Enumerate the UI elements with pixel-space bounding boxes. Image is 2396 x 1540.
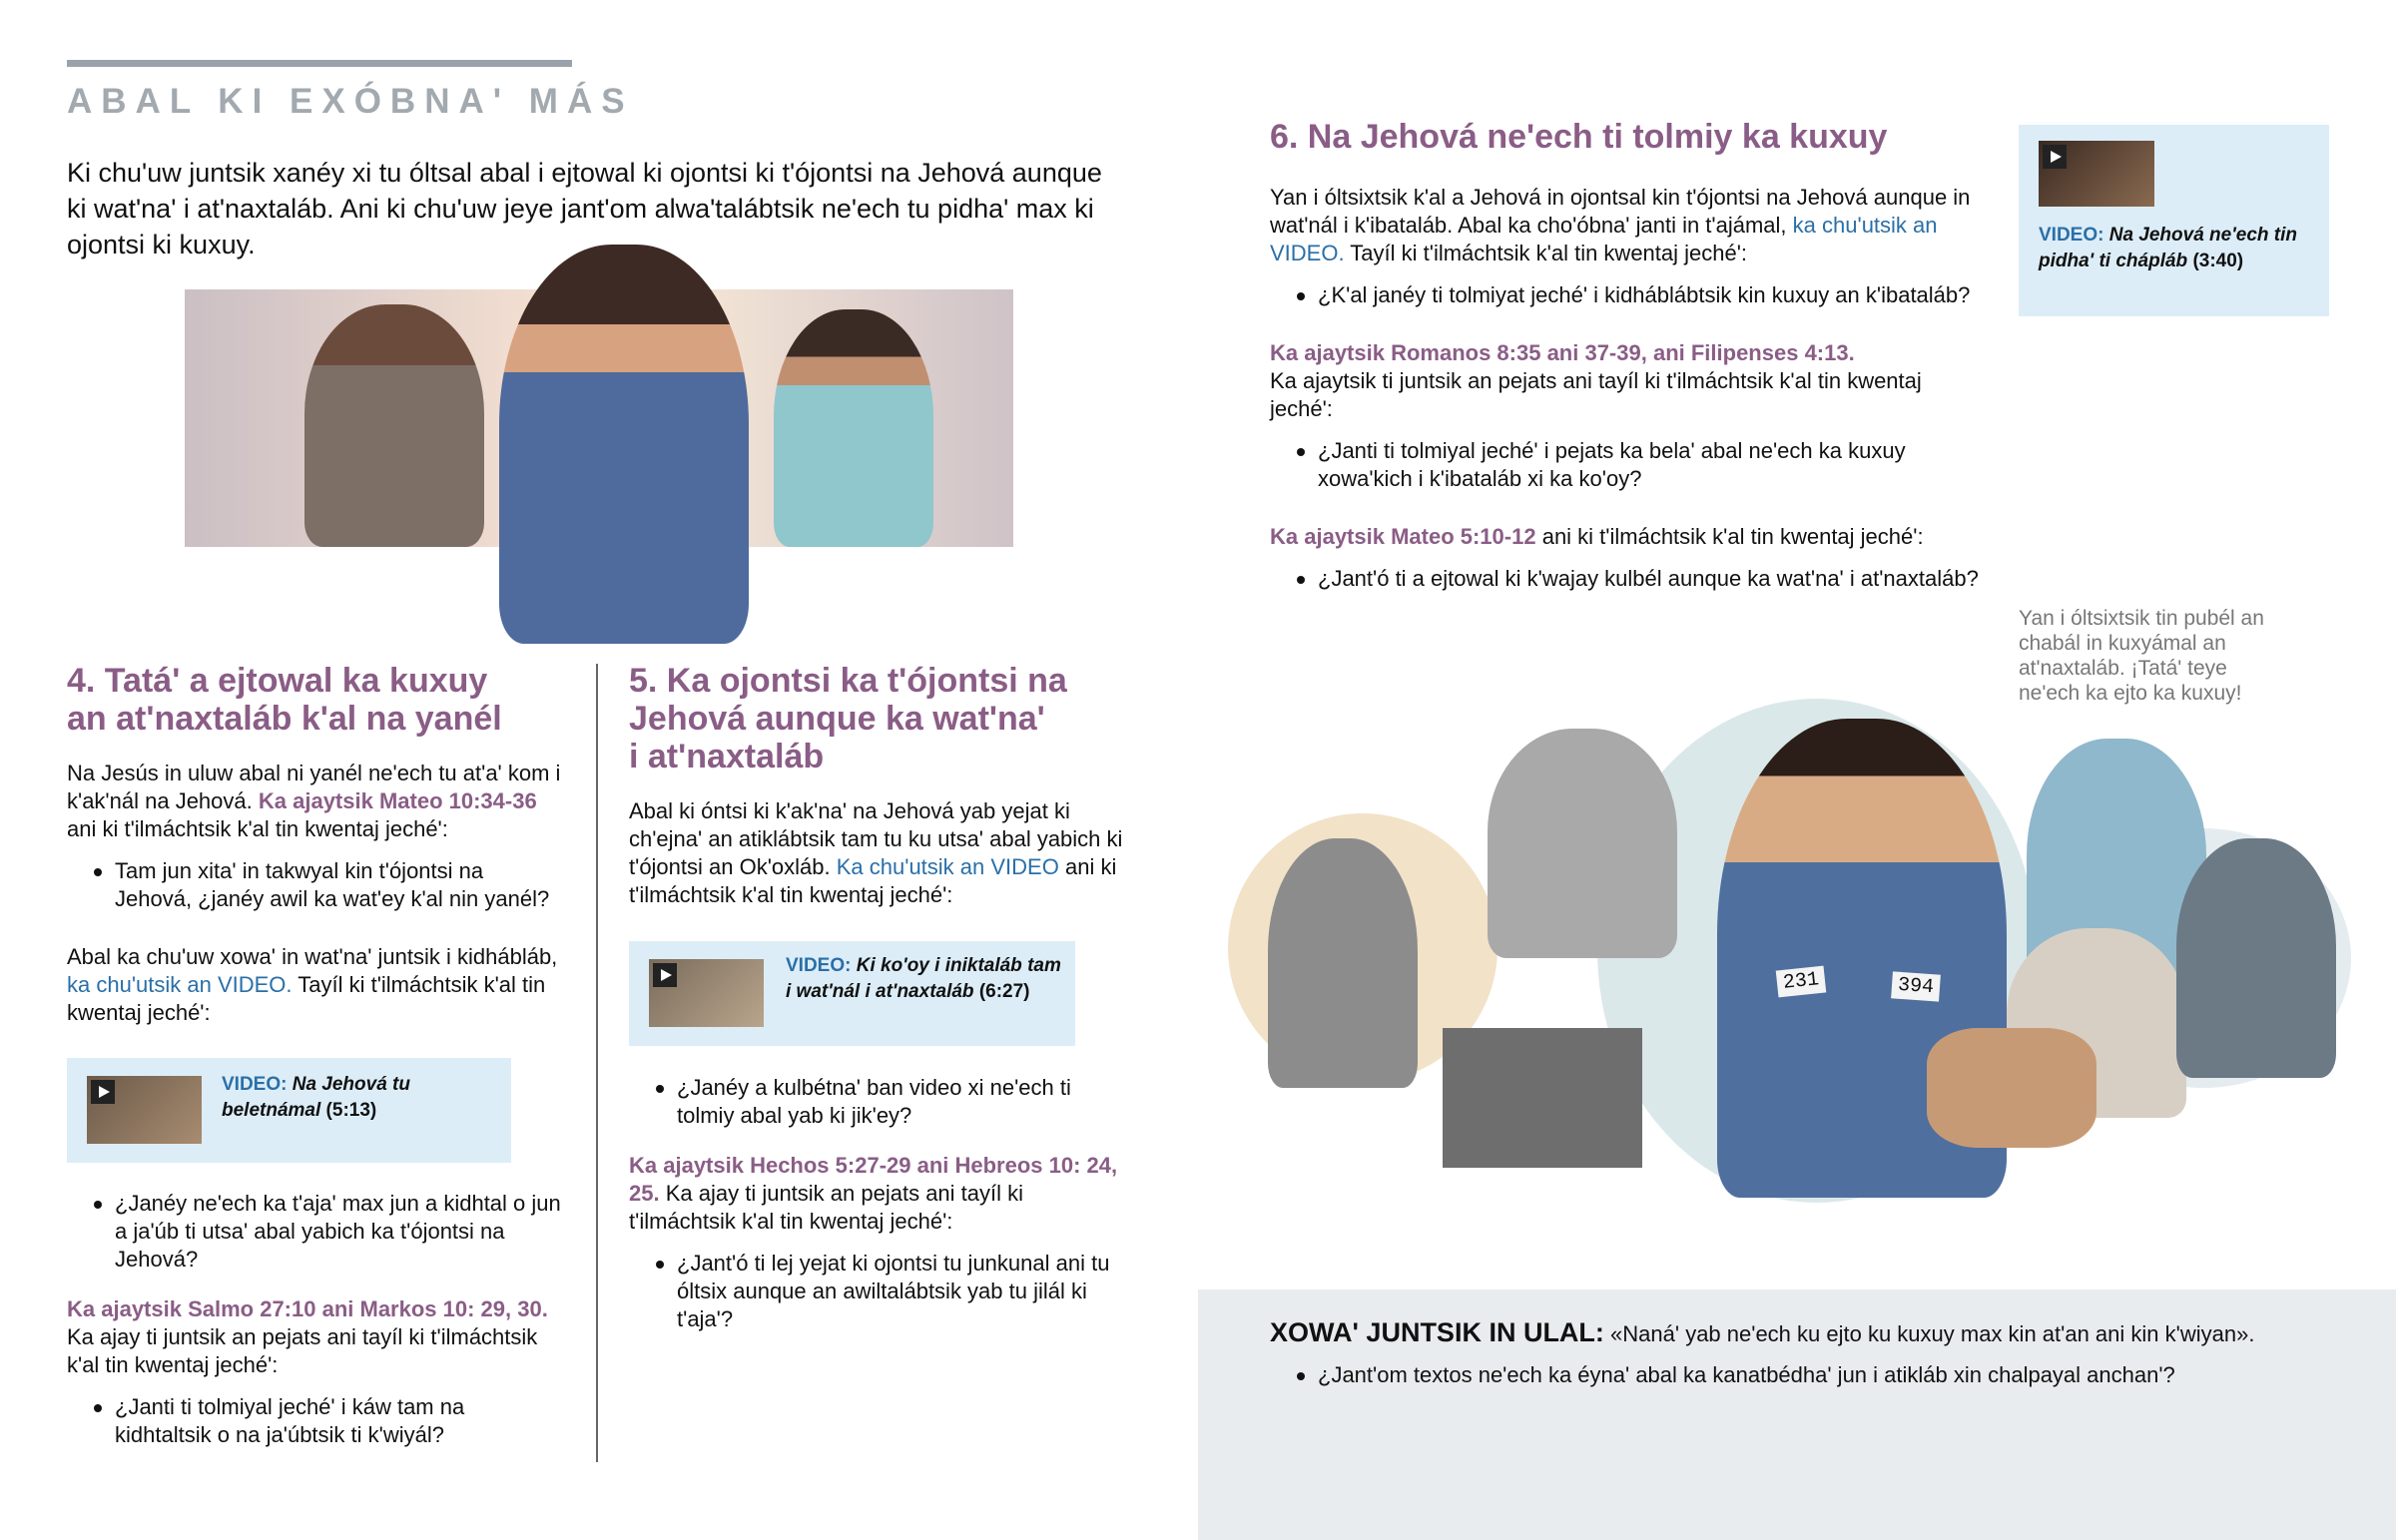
scripture-ref-link[interactable]: Ka ajaytsik Salmo 27:10 ani Markos 10: 29, 30. bbox=[67, 1296, 548, 1321]
section-4-question-3: ¿Janti ti tolmiyal jeché' i káw tam na kidhtaltsik o na ja'úbtsik ti k'wiyál? bbox=[67, 1393, 566, 1449]
prisoner-number-tag: 394 bbox=[1891, 971, 1941, 1001]
section-5 bbox=[629, 662, 1128, 909]
section-6-paragraph-1: Yan i óltsixtsik k'al a Jehová in ojontsal kin t'ójontsi na Jehová aunque in wat'nál i k'ibataláb. Abal ka cho'óbna' janti in t'ajámal, ka chu'utsik an VIDEO. Tayíl ki t'ilmáchtsik k'al tin kwentaj jeché': bbox=[1270, 185, 1971, 265]
section-4-question-1: Tam jun xita' in takwyal kin t'ójontsi na Jehová, ¿janéy awil ka wat'ey k'al nin yanél? bbox=[67, 857, 566, 913]
section-4-question-2: ¿Janéy ne'ech ka t'aja' max jun a kidhtal o jun a ja'úb ti utsa' abal yabich ka t'ójontsi na Jehová? bbox=[67, 1190, 566, 1274]
section-6-question-2: ¿Janti ti tolmiyal jeché' i pejats ka bela' abal ne'ech ka kuxuy xowa'kich i k'ibataláb xi ka ko'oy? bbox=[1270, 437, 1989, 493]
section-4 bbox=[67, 662, 566, 1027]
section-4-title-line2: an at'naxtaláb k'al na yanél bbox=[67, 700, 502, 738]
video-link[interactable]: ka chu'utsik an VIDEO. bbox=[1270, 213, 1938, 265]
play-icon[interactable] bbox=[2043, 145, 2067, 169]
illustration-young-woman bbox=[499, 245, 749, 644]
scripture-ref-link[interactable]: Ka ajaytsik Hechos 5:27-29 ani Hebreos 10: 24, 25. bbox=[629, 1153, 1118, 1206]
play-icon[interactable] bbox=[653, 963, 677, 987]
play-icon[interactable] bbox=[91, 1080, 115, 1104]
illustration-older-woman bbox=[774, 309, 933, 547]
objection-label: XOWA' JUNTSIK IN ULAL: bbox=[1270, 1317, 1604, 1347]
scripture-ref-link[interactable]: Ka ajaytsik Mateo 5:10-12 bbox=[1270, 524, 1536, 549]
illustration-group-of-men bbox=[1443, 1028, 1642, 1168]
section-5-paragraph-1: Abal ki óntsi ki k'ak'na' na Jehová yab yejat ki ch'ejna' an atiklábtsik tam tu ku utsa' abal yabich ki t'ójontsi an Ok'oxláb. Ka chu'utsik an VIDEO ani ki t'ilmáchtsik k'al tin kwentaj jeché': bbox=[629, 798, 1123, 907]
video-thumbnail[interactable] bbox=[649, 959, 764, 1027]
section-6-paragraph-3: Ka ajaytsik Mateo 5:10-12 ani ki t'ilmáchtsik k'al tin kwentaj jeché': bbox=[1270, 524, 1924, 549]
prisoner-number-tag: 231 bbox=[1776, 966, 1827, 998]
collage-caption: Yan i óltsixtsik tin pubél an chabál in kuxyámal an at'naxtaláb. ¡Tatá' teye ne'ech ka ejto ka kuxuy! bbox=[2019, 607, 2264, 705]
section-5-title-line2: Jehová aunque ka wat'na' bbox=[629, 700, 1045, 738]
illustration-woman-portrait bbox=[1268, 838, 1418, 1088]
section-6-question-1: ¿K'al janéy ti tolmiyat jeché' i kidháblábtsik kin kuxuy an k'ibataláb? bbox=[1270, 281, 1989, 309]
scripture-ref-link[interactable]: Ka ajaytsik Mateo 10:34-36 bbox=[258, 788, 537, 813]
hero-illustration bbox=[185, 289, 1013, 547]
illustration-seated-men bbox=[1927, 1028, 2096, 1148]
objection-statement bbox=[1270, 1317, 2368, 1349]
video-thumbnail[interactable] bbox=[2039, 141, 2154, 207]
section-5-continued bbox=[629, 1074, 1128, 1333]
illustration-older-man bbox=[1488, 729, 1677, 958]
column-divider bbox=[596, 664, 598, 1462]
section-4-continued bbox=[67, 1190, 566, 1449]
section-4-paragraph-3: Ka ajaytsik Salmo 27:10 ani Markos 10: 29, 30. Ka ajay ti juntsik an pejats ani tayíl ki t'ilmáchtsik k'al tin kwentaj jeché': bbox=[67, 1296, 548, 1377]
video-box-section-6[interactable] bbox=[2019, 125, 2329, 316]
video-caption: VIDEO: Na Jehová tu beletnámal (5:13) bbox=[222, 1074, 410, 1121]
section-6-title: 6. Na Jehová ne'ech ti tolmiy ka kuxuy bbox=[1270, 118, 1888, 156]
section-5-title-line1: 5. Ka ojontsi ka t'ójontsi na bbox=[629, 662, 1067, 700]
scripture-ref-link[interactable]: Ka ajaytsik Romanos 8:35 ani 37-39, ani Filipenses 4:13. bbox=[1270, 340, 1855, 365]
collage-illustration bbox=[1228, 699, 2351, 1203]
section-4-title bbox=[67, 662, 566, 738]
section-6-question-3: ¿Jant'ó ti a ejtowal ki k'wajay kulbél aunque ka wat'na' i at'naxtaláb? bbox=[1270, 565, 1989, 593]
video-thumbnail[interactable] bbox=[87, 1076, 202, 1144]
illustration-man bbox=[304, 304, 484, 547]
section-5-title-line3: i at'naxtaláb bbox=[629, 738, 825, 775]
section-4-paragraph-1: Na Jesús in uluw abal ni yanél ne'ech tu at'a' kom i k'ak'nál na Jehová. Ka ajaytsik Mateo 10:34-36 ani ki t'ilmáchtsik k'al tin kwentaj jeché': bbox=[67, 761, 561, 841]
video-caption: VIDEO: Ki ko'oy i iniktaláb tam i wat'nál i at'naxtaláb (6:27) bbox=[786, 955, 1061, 1002]
section-6 bbox=[1270, 118, 1989, 593]
section-6-paragraph-2: Ka ajaytsik Romanos 8:35 ani 37-39, ani Filipenses 4:13. Ka ajaytsik ti juntsik an pejats ani tayíl ki t'ilmáchtsik k'al tin kwentaj jeché': bbox=[1270, 339, 1989, 423]
bottom-panel bbox=[1198, 1289, 2396, 1540]
section-5-question-1: ¿Janéy a kulbétna' ban video xi ne'ech ti tolmiy abal yab ki jik'ey? bbox=[629, 1074, 1128, 1130]
objection-quote: «Naná' yab ne'ech ku ejto ku kuxuy max kin at'an ani kin k'wiyan». bbox=[1610, 1321, 2255, 1346]
video-caption: VIDEO: Na Jehová ne'ech tin pidha' ti chápláb (3:40) bbox=[2039, 225, 2297, 271]
video-box-section-5[interactable] bbox=[629, 941, 1075, 1046]
video-link[interactable]: ka chu'utsik an VIDEO. bbox=[67, 972, 293, 997]
section-5-paragraph-2: Ka ajaytsik Hechos 5:27-29 ani Hebreos 10: 24, 25. Ka ajay ti juntsik an pejats ani tayíl ki t'ilmáchtsik k'al tin kwentaj jeché': bbox=[629, 1153, 1118, 1234]
objection-question: ¿Jant'om textos ne'ech ka éyna' abal ka kanatbédha' jun i atikláb xin chalpayal anchan'? bbox=[1270, 1361, 2368, 1389]
section-5-question-2: ¿Jant'ó ti lej yejat ki ojontsi tu junkunal ani tu óltsix aunque an awiltalábtsik yab tu jilál ki t'aja'? bbox=[629, 1250, 1128, 1333]
page-header-title: ABAL KI EXÓBNA' MÁS bbox=[67, 82, 634, 121]
video-link[interactable]: Ka chu'utsik an VIDEO bbox=[836, 854, 1059, 879]
header-rule bbox=[67, 60, 572, 67]
intro-paragraph: Ki chu'uw juntsik xanéy xi tu óltsal abal i ejtowal ki ojontsi ki t'ójontsi na Jehová aunque ki wat'na' i at'naxtaláb. Ani ki chu'uw jeye jant'om alwa'talábtsik ne'ech tu pidha' max ki ojontsi ki kuxuy. bbox=[67, 158, 1102, 259]
illustration-man-jacket bbox=[2176, 838, 2336, 1078]
section-5-title bbox=[629, 662, 1128, 775]
section-4-paragraph-2: Abal ka chu'uw xowa' in wat'na' juntsik i kidhábláb, ka chu'utsik an VIDEO. Tayíl ki t'ilmáchtsik k'al tin kwentaj jeché': bbox=[67, 944, 558, 1025]
video-box-section-4[interactable] bbox=[67, 1058, 511, 1163]
section-4-title-line1: 4. Tatá' a ejtowal ka kuxuy bbox=[67, 662, 488, 700]
